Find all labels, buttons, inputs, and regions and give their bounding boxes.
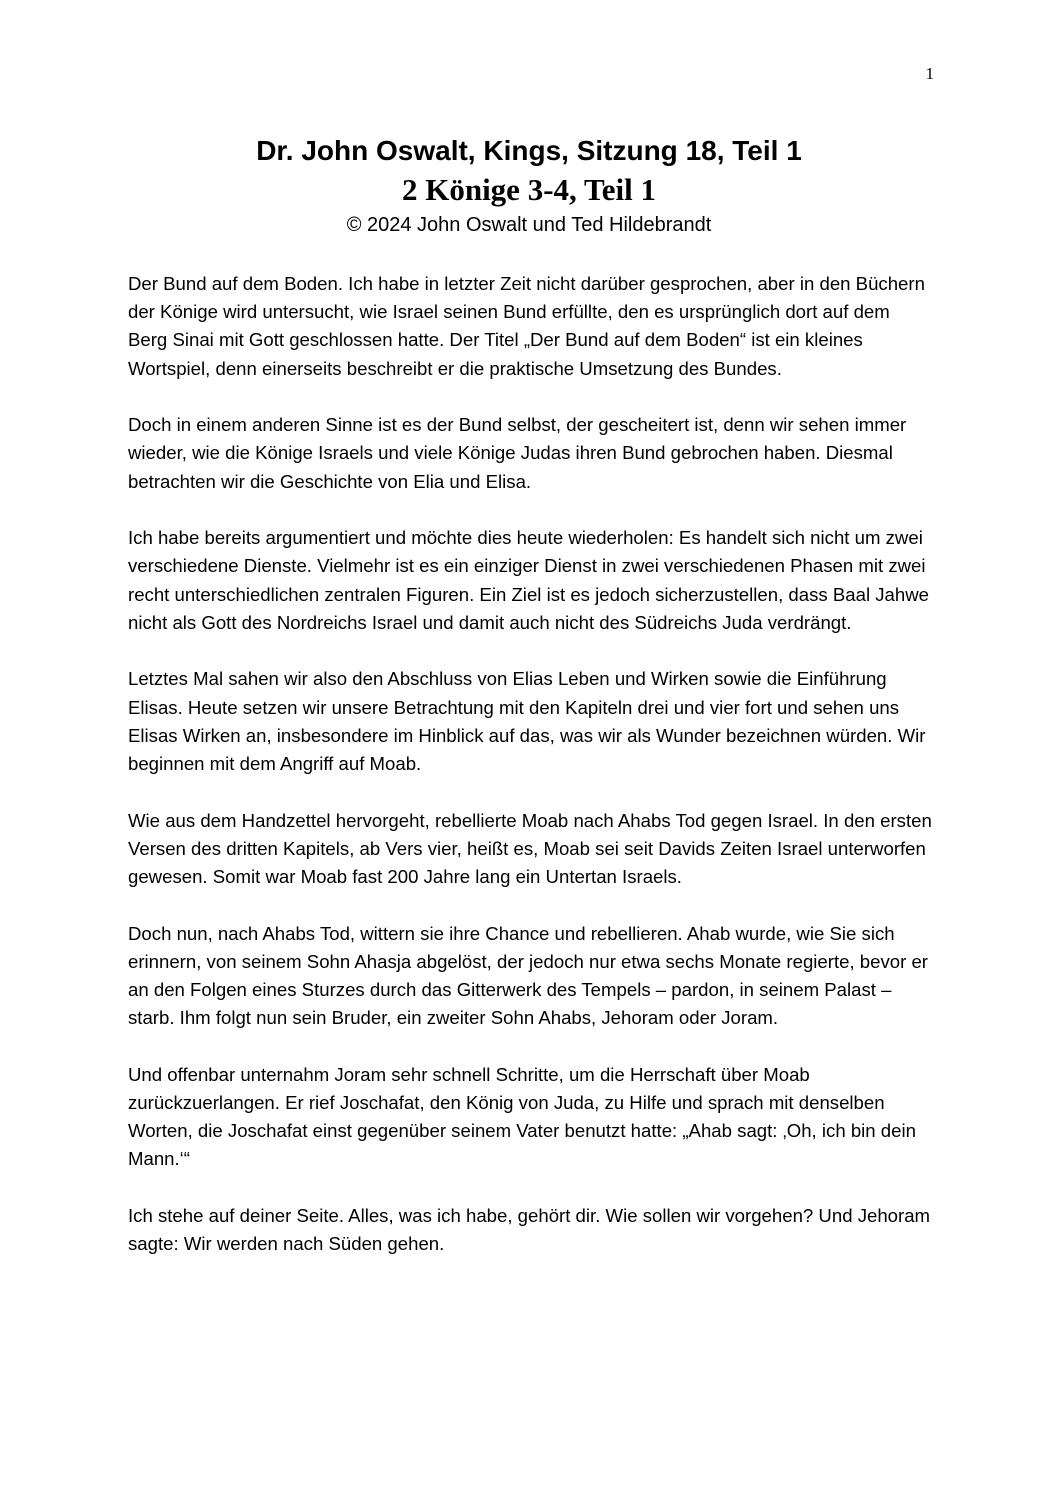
paragraph: Der Bund auf dem Boden. Ich habe in letzter Zeit nicht darüber gesprochen, aber in den Büchern der Könige wird untersucht, wie Israel seinen Bund erfüllte, den es ursprünglich dort auf dem Berg Sinai mit Gott geschlossen hatte. Der Titel „Der Bund auf dem Boden“ ist ein kleines Wortspiel, denn einerseits beschreibt er die praktische Umsetzung des Bundes. (128, 273, 925, 379)
document-title: Dr. John Oswalt, Kings, Sitzung 18, Teil 1 (256, 135, 802, 166)
document-header (0, 132, 1058, 240)
paragraph: Letztes Mal sahen wir also den Abschluss von Elias Leben und Wirken sowie die Einführung Elisas. Heute setzen wir unsere Betrachtung mit den Kapiteln drei und vier fort und sehen uns Elisas Wirken an, insbesondere im Hinblick auf das, was wir als Wunder bezeichnen würden. Wir beginnen mit dem Angriff auf Moab. (128, 668, 926, 775)
page-number: 1 (925, 64, 934, 83)
paragraph: Ich habe bereits argumentiert und möchte dies heute wiederholen: Es handelt sich nicht um zwei verschiedene Dienste. Vielmehr ist es ein einziger Dienst in zwei verschiedenen Phasen mit zwei recht unterschiedlichen zentralen Figuren. Ein Ziel ist es jedoch sicherzustellen, dass Baal Jahwe nicht als Gott des Nordreichs Israel und damit auch nicht des Südreichs Juda verdrängt. (128, 527, 929, 633)
document-subtitle: 2 Könige 3-4, Teil 1 (401, 172, 657, 207)
document-body (128, 270, 933, 1287)
paragraph: Ich stehe auf deiner Seite. Alles, was ich habe, gehört dir. Wie sollen wir vorgehen? Und Jehoram sagte: Wir werden nach Süden gehen. (128, 1205, 931, 1255)
paragraph: Doch in einem anderen Sinne ist es der Bund selbst, der gescheitert ist, denn wir sehen immer wieder, wie die Könige Israels und viele Könige Judas ihren Bund gebrochen haben. Diesmal betrachten wir die Geschichte von Elia und Elisa. (128, 414, 907, 492)
copyright-notice: © 2024 John Oswalt und Ted Hildebrandt (346, 214, 712, 236)
paragraph: Und offenbar unternahm Joram sehr schnell Schritte, um die Herrschaft über Moab zurückzuerlangen. Er rief Joschafat, den König von Juda, zu Hilfe und sprach mit denselben Worten, die Joschafat einst gegenüber seinem Vater benutzt hatte: „Ahab sagt: ‚Oh, ich bin dein Mann.‘“ (128, 1063, 916, 1170)
paragraph: Wie aus dem Handzettel hervorgeht, rebellierte Moab nach Ahabs Tod gegen Israel. In den ersten Versen des dritten Kapitels, ab Vers vier, heißt es, Moab sei seit Davids Zeiten Israel unterworfen gewesen. Somit war Moab fast 200 Jahre lang ein Untertan Israels. (128, 809, 932, 888)
paragraph: Doch nun, nach Ahabs Tod, wittern sie ihre Chance und rebellieren. Ahab wurde, wie Sie sich erinnern, von seinem Sohn Ahasja abgelöst, der jedoch nur etwa sechs Monate regierte, bevor er an den Folgen eines Sturzes durch das Gitterwerk des Tempels – pardon, in seinem Palast – starb. Ihm folgt nun sein Bruder, ein zweiter Sohn Ahabs, Jehoram oder Joram. (128, 922, 929, 1029)
